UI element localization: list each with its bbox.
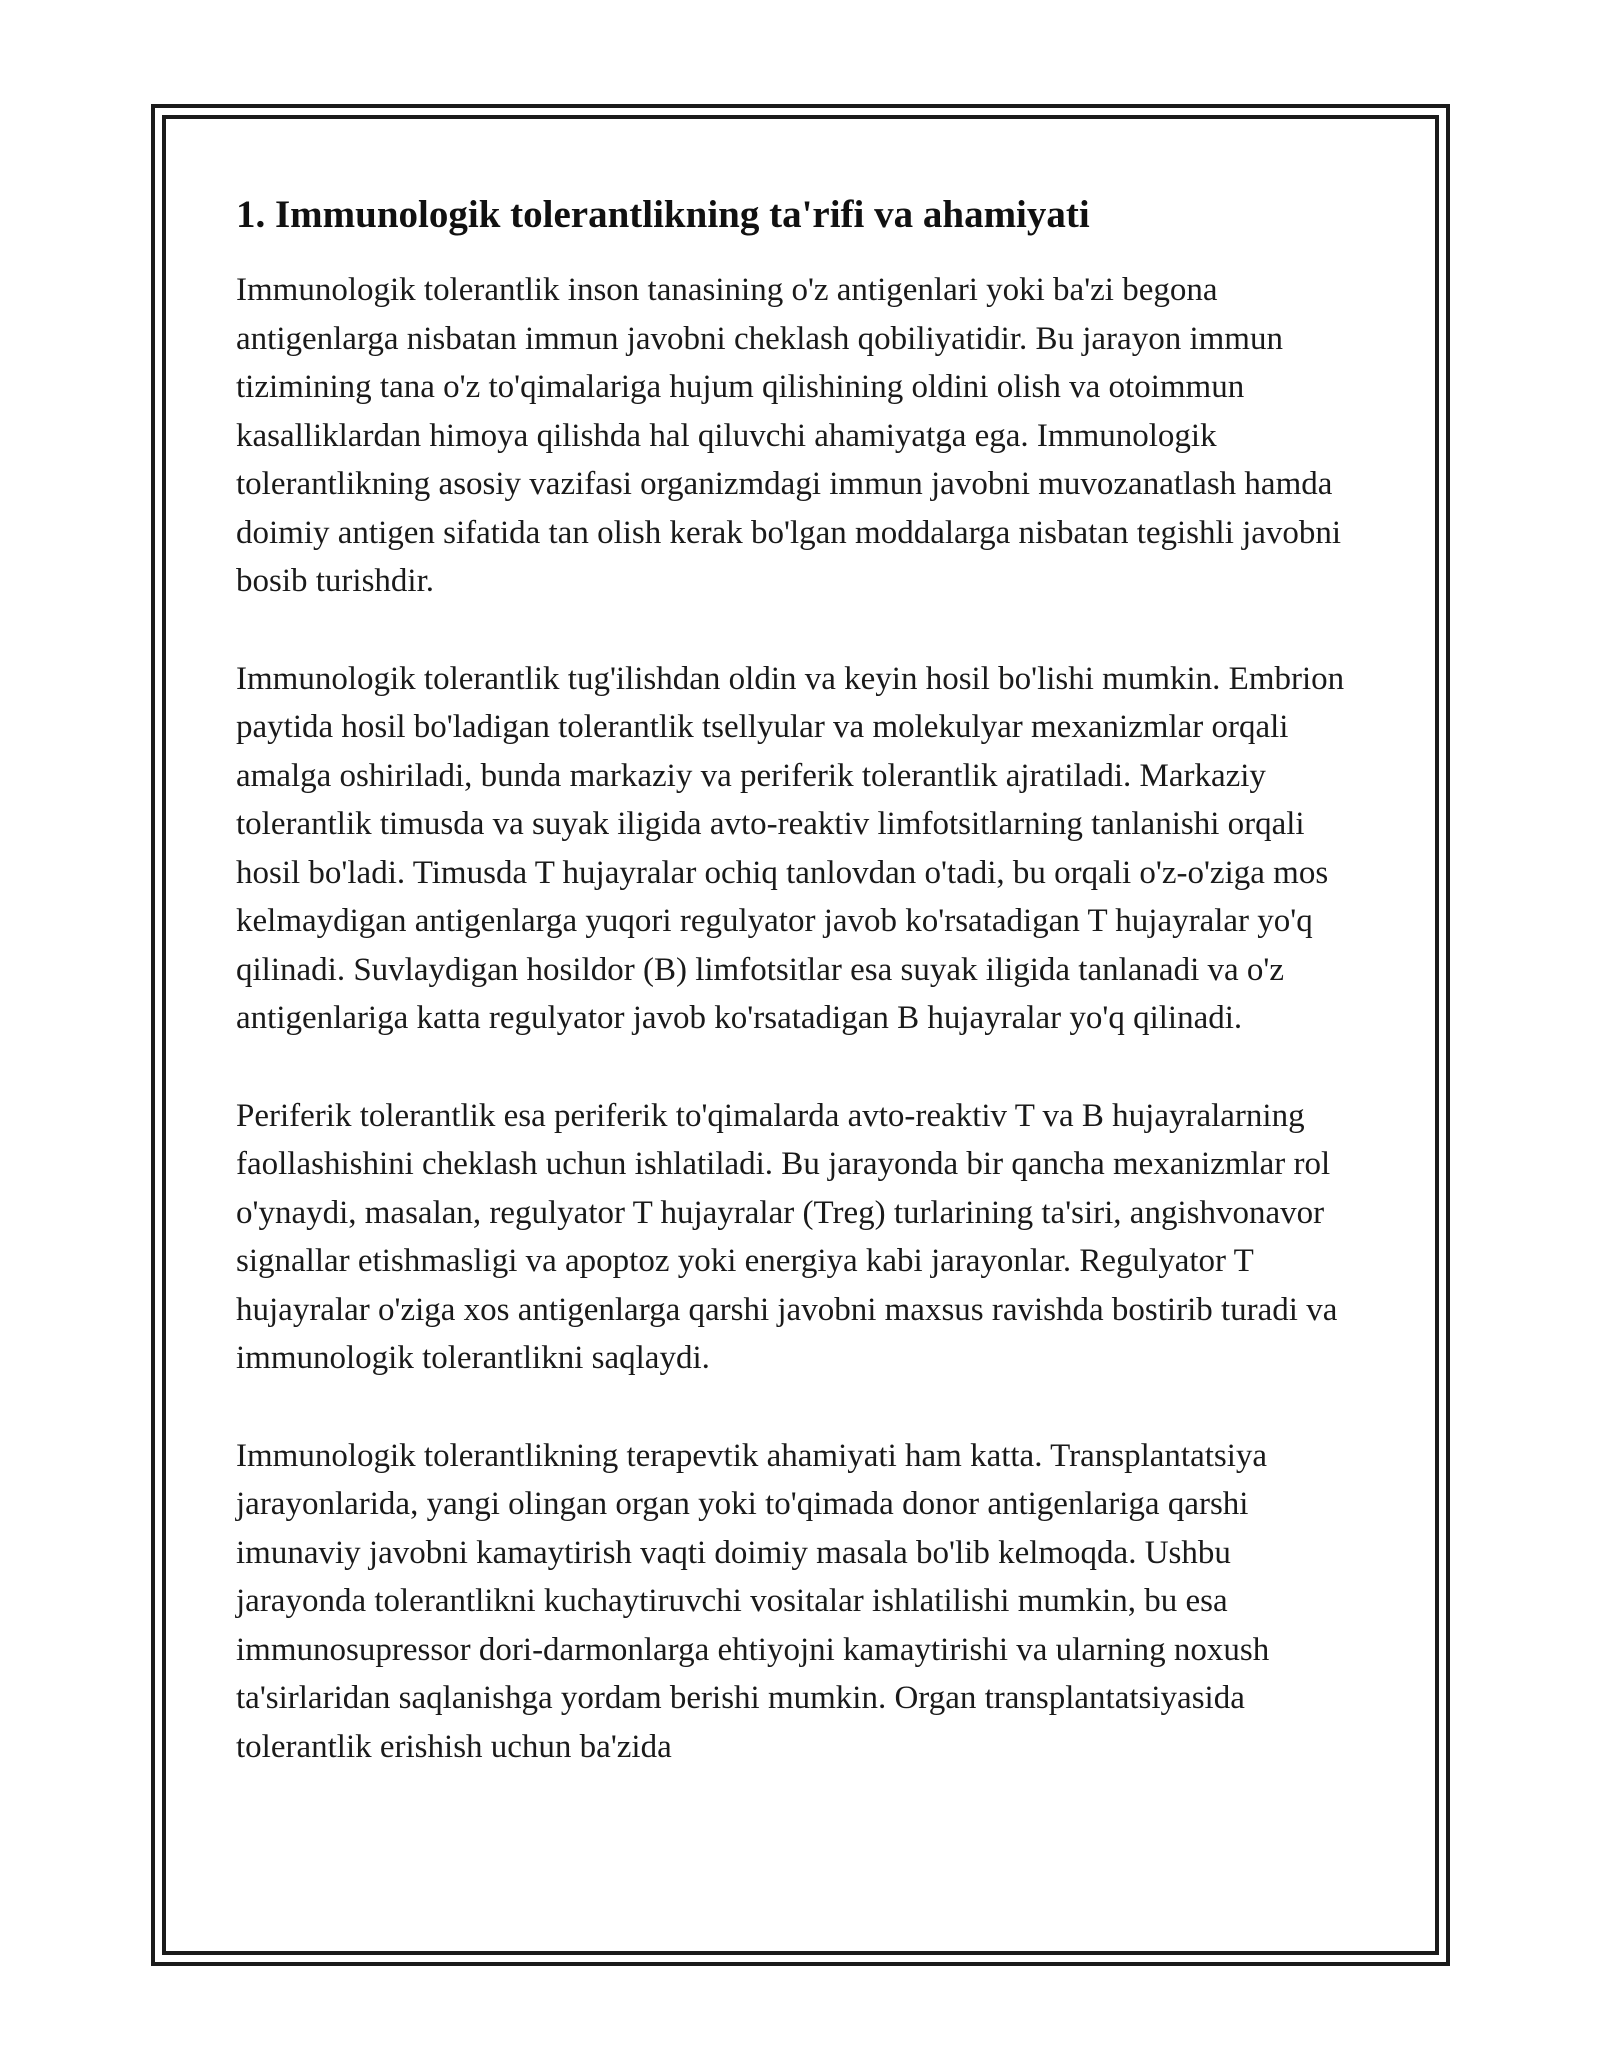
paragraph-peripheral-tolerance: Periferik tolerantlik esa periferik to'qimalarda avto-reaktiv T va B hujayralarning faollashishini cheklash uchun ishlatiladi. Bu jarayonda bir qancha mexanizmlar rol o'ynaydi, masalan, regulyator T hujayralar (Treg) turlarining ta'siri, angishvonavor signallar etishmasligi va apoptoz yoki energiya kabi jarayonlar. Regulyator T hujayralar o'ziga xos antigenlarga qarshi javobni maxsus ravishda bostirib turadi va immunologik tolerantlikni saqlaydi. [236, 1097, 1338, 1376]
paragraph-central-tolerance: Immunologik tolerantlik tug'ilishdan oldin va keyin hosil bo'lishi mumkin. Embrion paytida hosil bo'ladigan tolerantlik tsellyular va molekulyar mexanizmlar orqali amalga oshiriladi, bunda markaziy va periferik tolerantlik ajratiladi. Markaziy tolerantlik timusda va suyak iligida avto-reaktiv limfotsitlarning tanlanishi orqali hosil bo'ladi. Timusda T hujayralar ochiq tanlovdan o'tadi, bu orqali o'z-o'ziga mos kelmaydigan antigenlarga yuqori regulyator javob ko'rsatadigan T hujayralar yo'q qilinadi. Suvlaydigan hosildor (B) limfotsitlar esa suyak iligida tanlanadi va o'z antigenlariga katta regulyator javob ko'rsatadigan B hujayralar yo'q qilinadi. [236, 660, 1345, 1036]
paragraph-therapeutic-significance: Immunologik tolerantlikning terapevtik ahamiyati ham katta. Transplantatsiya jarayonlarida, yangi olingan organ yoki to'qimada donor antigenlariga qarshi imunaviy javobni kamaytirish vaqti doimiy masala bo'lib kelmoqda. Ushbu jarayonda tolerantlikni kuchaytiruvchi vositalar ishlatilishi mumkin, bu esa immunosupressor dori-darmonlarga ehtiyojni kamaytirishi va ularning noxush ta'sirlaridan saqlanishga yordam berishi mumkin. Organ transplantatsiyasida tolerantlik erishish uchun ba'zida [236, 1437, 1270, 1765]
section-heading: 1. Immunologik tolerantlikning ta'rifi va ahamiyati [236, 193, 1090, 236]
document-body [236, 186, 1366, 1771]
paragraph-definition: Immunologik tolerantlik inson tanasining o'z antigenlari yoki ba'zi begona antigenlarga nisbatan immun javobni cheklash qobiliyatidir. Bu jarayon immun tizimining tana o'z to'qimalariga hujum qilishining oldini olish va otoimmun kasalliklardan himoya qilishda hal qiluvchi ahamiyatga ega. Immunologik tolerantlikning asosiy vazifasi organizmdagi immun javobni muvozanatlash hamda doimiy antigen sifatida tan olish kerak bo'lgan moddalarga nisbatan tegishli javobni bosib turishdir. [236, 272, 1342, 599]
